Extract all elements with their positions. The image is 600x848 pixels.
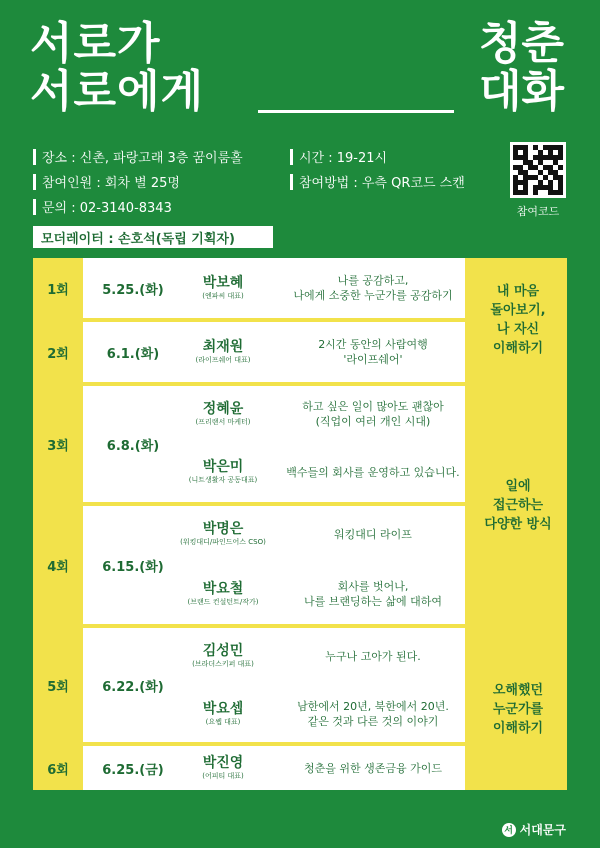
session-number: 4회: [33, 506, 83, 624]
speaker-name: 박명은: [202, 521, 244, 537]
speaker-name: 박요철: [202, 581, 244, 597]
speaker-role: (브랜드 컨설턴트/작가): [187, 598, 259, 606]
title-blank-line: [258, 110, 454, 113]
speaker-name: 박보혜: [202, 275, 244, 291]
session-topic: 회사를 벗어나, 나를 브랜딩하는 삶에 대하여: [303, 580, 442, 608]
title-left: [30, 20, 204, 116]
title-line-2: 서로에게: [30, 66, 205, 117]
session-date: 5.25.(화): [102, 283, 164, 298]
info-method: [290, 172, 465, 191]
qr-code-pattern: [513, 145, 563, 195]
session-topic: 하고 싶은 일이 많아도 괜찮아 (직업이 여러 개인 시대): [302, 400, 444, 428]
qr-cell: [558, 190, 563, 195]
speaker-name: 김성민: [202, 643, 244, 659]
session-row: [33, 386, 465, 502]
info-time-text: 시간 : 19-21시: [299, 151, 388, 166]
speaker-name: 박은미: [202, 459, 244, 475]
info-time: [290, 147, 387, 166]
speaker-name: 박진영: [202, 755, 244, 771]
session-number: 2회: [33, 322, 83, 382]
info-bar: [290, 149, 293, 165]
speaker-role: (요쎕 대표): [205, 718, 241, 726]
qr-label: 참여코드: [516, 205, 560, 218]
session-topic: 워킹대디 라이프: [334, 527, 412, 541]
organization-footer: [502, 821, 566, 838]
session-date: 6.22.(화): [102, 680, 164, 695]
speaker-name: 정혜윤: [202, 401, 244, 417]
speaker-role: (워킹대디/파인드어스 CSO): [180, 538, 266, 546]
moderator-label: 모더레이터 : 손호석(독립 기획자): [33, 226, 273, 248]
session-row: [33, 628, 465, 742]
session-date: 6.1.(화): [106, 347, 160, 362]
session-number: 1회: [33, 258, 83, 318]
info-contact-text: 문의 : 02-3140-8343: [42, 201, 172, 216]
speaker-role: (니트생활자 공동대표): [188, 476, 258, 484]
session-topic: 2시간 동안의 사람여행 '라이프쉐어': [318, 338, 428, 366]
schedule-table: [33, 258, 567, 790]
qr-code[interactable]: [510, 142, 566, 198]
session-topic: 청춘을 위한 생존금융 가이드: [303, 761, 442, 775]
theme-label: 오해했던 누군가를 이해하기: [492, 682, 544, 736]
speaker-name: 최재원: [202, 339, 244, 355]
organization-name: 서대문구: [519, 823, 566, 837]
session-topic: 백수들의 회사를 운영하고 있습니다.: [286, 465, 460, 479]
info-place: [33, 147, 243, 166]
seodaemun-logo-icon: 서: [502, 823, 516, 837]
info-bar: [33, 199, 36, 215]
info-capacity-text: 참여인원 : 회차 별 25명: [42, 176, 180, 191]
session-number: 5회: [33, 628, 83, 742]
info-bar: [33, 149, 36, 165]
session-date: 6.8.(화): [106, 439, 160, 454]
info-contact: [33, 197, 172, 216]
title-right-line-1: 청춘: [478, 18, 564, 69]
session-row: [33, 506, 465, 624]
session-topic: 누구나 고아가 된다.: [325, 649, 421, 663]
session-row: [33, 746, 465, 790]
info-bar: [290, 174, 293, 190]
speaker-role: (엔파씨 대표): [202, 292, 244, 300]
session-date: 6.25.(금): [102, 763, 164, 778]
title-right: [479, 20, 564, 116]
session-topic: 남한에서 20년, 북한에서 20년. 같은 것과 다른 것의 이야기: [297, 700, 449, 728]
speaker-role: (브라더스키퍼 대표): [192, 660, 254, 668]
speaker-name: 박요셉: [202, 701, 244, 717]
info-place-text: 장소 : 신촌, 파랑고래 3층 꿈이룸홀: [42, 151, 243, 166]
session-row: [33, 322, 465, 382]
theme-label: 내 마음 돌아보기, 나 자신 이해하기: [490, 284, 546, 356]
session-date: 6.15.(화): [102, 560, 164, 575]
session-row: [33, 258, 465, 318]
session-topic: 나를 공감하고, 나에게 소중한 누군가를 공감하기: [293, 274, 453, 302]
speaker-role: (라이프쉐어 대표): [195, 356, 251, 364]
session-number: 3회: [33, 386, 83, 502]
session-number: 6회: [33, 746, 83, 790]
title-line-1: 서로가: [30, 18, 161, 69]
info-capacity: [33, 172, 180, 191]
speaker-role: (어피티 대표): [202, 772, 244, 780]
info-bar: [33, 174, 36, 190]
theme-label: 일에 접근하는 다양한 방식: [484, 478, 552, 532]
title-right-line-2: 대화: [478, 66, 564, 117]
info-method-text: 참여방법 : 우측 QR코드 스캔: [299, 176, 465, 191]
speaker-role: (프리랜서 마케터): [195, 418, 251, 426]
